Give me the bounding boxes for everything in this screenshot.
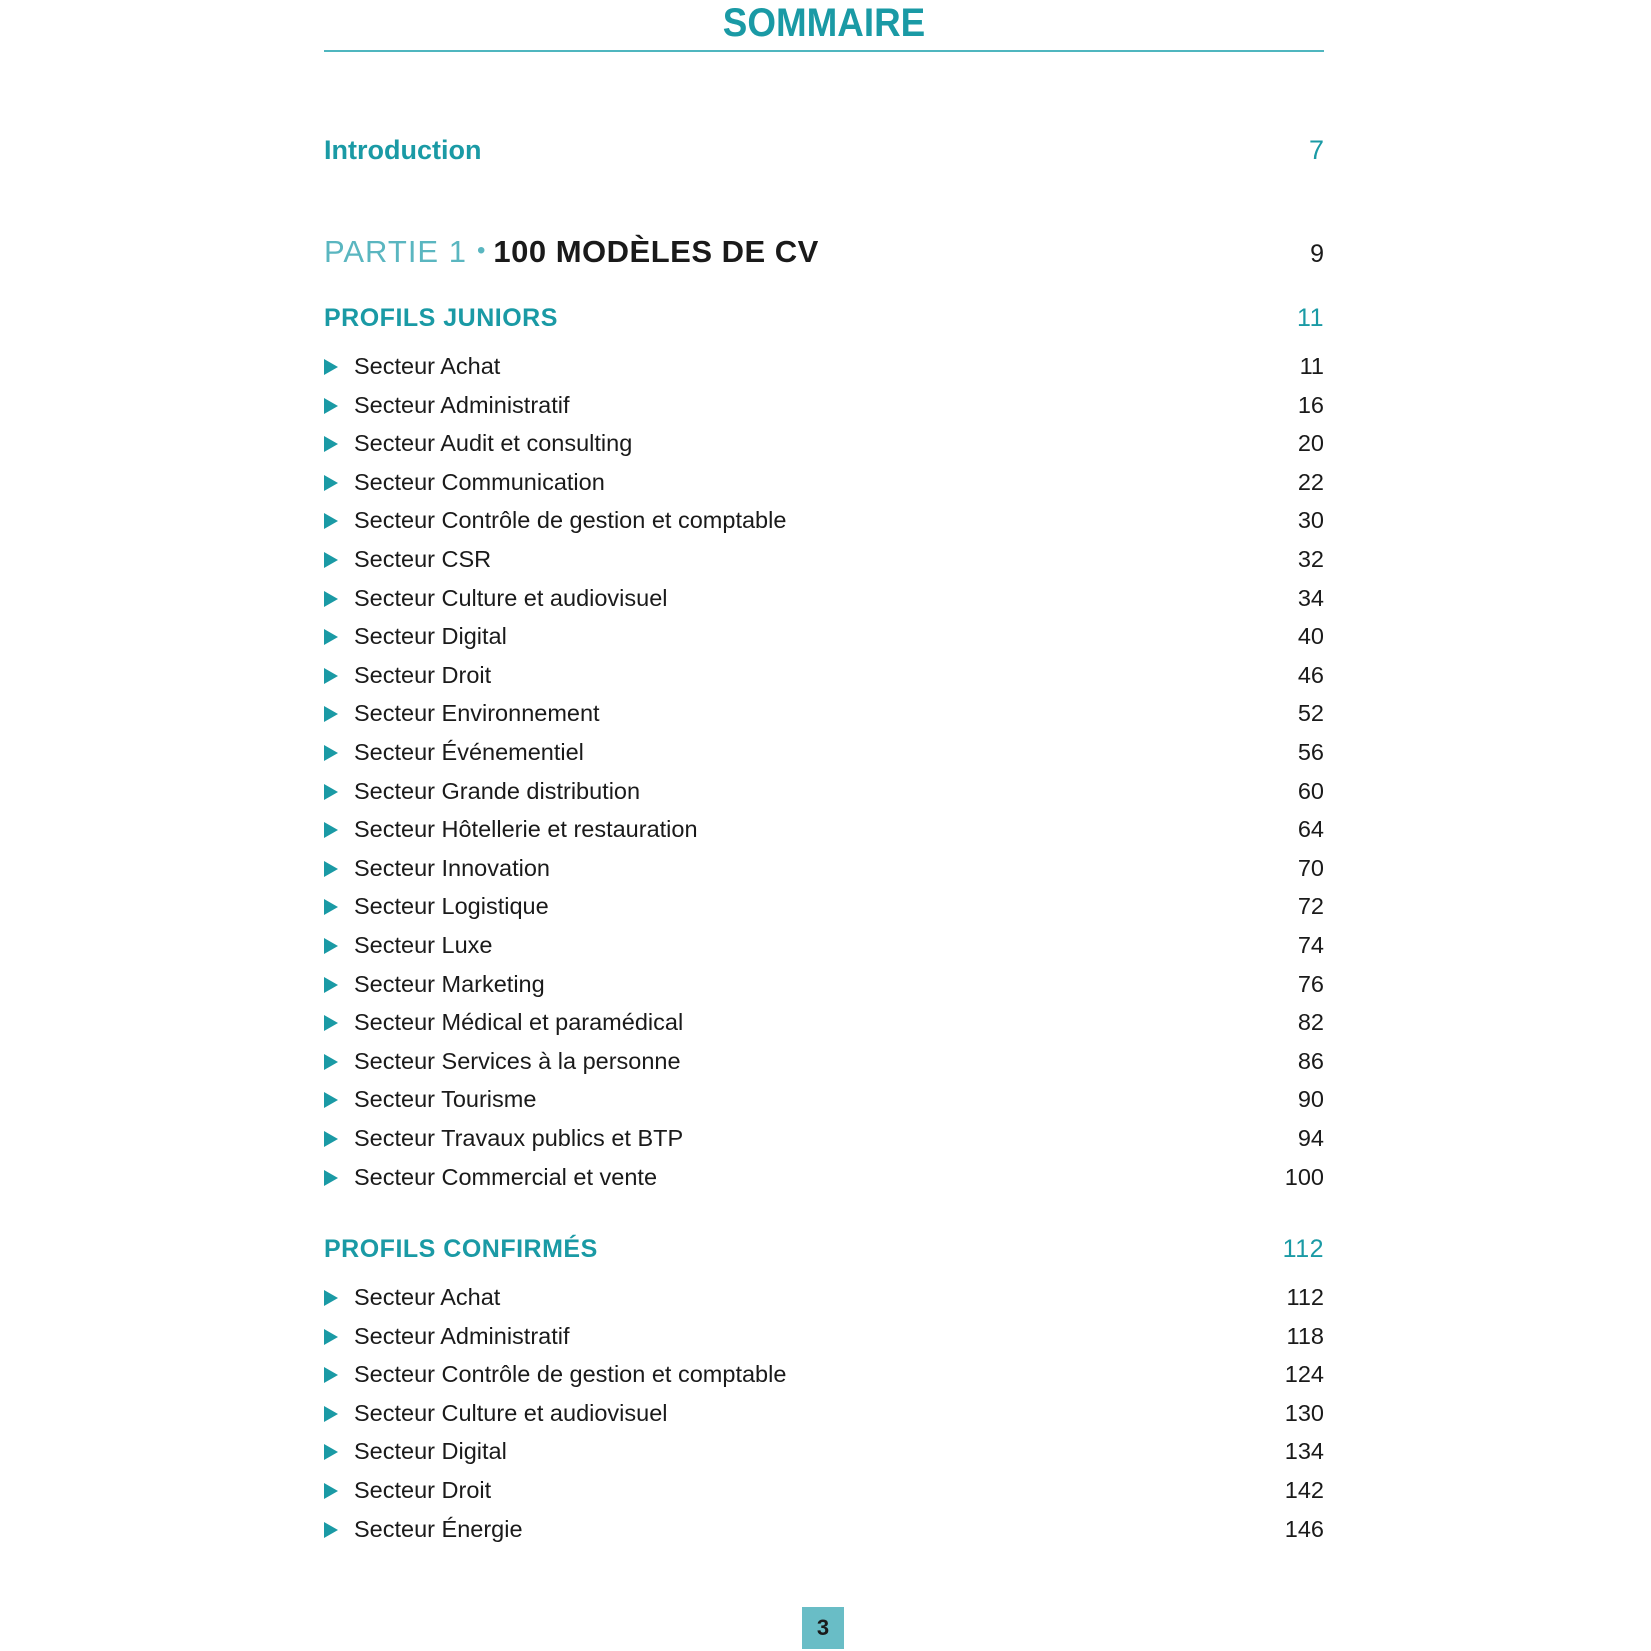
section-heading[interactable] <box>324 304 1324 333</box>
toc-entry[interactable] <box>324 585 1324 612</box>
triangle-bullet-icon <box>324 1444 338 1460</box>
toc-entry-title <box>324 392 570 419</box>
toc-entry-label: Secteur Culture et audiovisuel <box>354 1399 668 1426</box>
toc-entry-label: Secteur Culture et audiovisuel <box>354 584 668 611</box>
toc-entry-title <box>324 353 500 380</box>
toc-entry[interactable] <box>324 855 1324 882</box>
triangle-bullet-icon <box>324 1131 338 1147</box>
toc-entry-title <box>324 816 698 843</box>
toc-entry-page: 74 <box>1297 932 1324 958</box>
toc-entry-page: 34 <box>1297 584 1324 611</box>
toc-entry-label: Secteur Digital <box>354 1438 507 1465</box>
toc-entry-page: 56 <box>1297 739 1324 765</box>
toc-entry[interactable] <box>324 1048 1324 1075</box>
toc-entry-title <box>324 1164 657 1191</box>
toc-entry-label: Secteur Droit <box>354 661 492 688</box>
toc-entry-page: 100 <box>1284 1163 1324 1190</box>
toc-entry-title <box>324 585 668 612</box>
toc-entry-label: Secteur Innovation <box>354 854 550 881</box>
toc-entry-title <box>324 1125 683 1152</box>
toc-entry-page: 22 <box>1297 468 1324 495</box>
toc-entry-label: Secteur Logistique <box>354 893 549 920</box>
triangle-bullet-icon <box>324 1015 338 1031</box>
toc-entry-page: 52 <box>1297 700 1324 727</box>
toc-entry[interactable] <box>324 816 1324 843</box>
toc-entry[interactable] <box>324 507 1324 534</box>
toc-entry-title <box>324 430 632 457</box>
toc-entry-page: 82 <box>1297 1009 1324 1036</box>
toc-entry-title <box>324 1284 500 1311</box>
triangle-bullet-icon <box>324 822 338 838</box>
triangle-bullet-icon <box>324 1092 338 1108</box>
toc-entry[interactable] <box>324 662 1324 689</box>
toc-entry[interactable] <box>324 778 1324 805</box>
triangle-bullet-icon <box>324 706 338 722</box>
toc-entry-label: Secteur Luxe <box>354 932 493 958</box>
toc-entry-label: Secteur Achat <box>354 1284 501 1310</box>
toc-entry-label: Secteur Digital <box>354 623 507 650</box>
toc-entry-title <box>324 1323 570 1350</box>
toc-part-heading[interactable] <box>324 234 1324 270</box>
triangle-bullet-icon <box>324 899 338 915</box>
toc-entry-title <box>324 1048 681 1075</box>
toc-entry-label: Secteur Marketing <box>354 970 545 997</box>
toc-entry-page: 32 <box>1297 546 1324 572</box>
part-label: PARTIE 1 <box>324 234 467 269</box>
introduction-page: 7 <box>1308 135 1324 165</box>
toc-entry-page: 86 <box>1297 1047 1324 1074</box>
toc-entry-label: Secteur Énergie <box>354 1515 523 1542</box>
toc-entry-title <box>324 1438 507 1465</box>
triangle-bullet-icon <box>324 591 338 607</box>
toc-entry-label: Secteur Grande distribution <box>354 777 641 804</box>
triangle-bullet-icon <box>324 359 338 375</box>
section-heading-label: PROFILS JUNIORS <box>324 304 558 332</box>
toc-entry-title <box>324 971 545 998</box>
page-number-badge: 3 <box>802 1607 844 1649</box>
toc-entry-page: 16 <box>1297 391 1324 418</box>
toc-entry-page: 142 <box>1284 1477 1324 1503</box>
toc-entry[interactable] <box>324 1438 1324 1465</box>
toc-entry[interactable] <box>324 469 1324 496</box>
triangle-bullet-icon <box>324 475 338 491</box>
toc-entry-label: Secteur Événementiel <box>354 739 584 765</box>
toc-entry[interactable] <box>324 1125 1324 1152</box>
triangle-bullet-icon <box>324 1054 338 1070</box>
toc-entry[interactable] <box>324 700 1324 727</box>
toc-entry-label: Secteur Achat <box>354 353 501 379</box>
toc-entry-page: 134 <box>1284 1438 1324 1465</box>
triangle-bullet-icon <box>324 1367 338 1383</box>
toc-entry-label: Secteur Médical et paramédical <box>354 1009 684 1036</box>
toc-entry-title <box>324 932 492 959</box>
toc-entry-label: Secteur Tourisme <box>354 1086 537 1113</box>
toc-entry-page: 94 <box>1297 1125 1324 1151</box>
toc-entry[interactable] <box>324 739 1324 766</box>
toc-entry-page: 60 <box>1297 777 1324 804</box>
toc-entry-page: 90 <box>1297 1086 1324 1113</box>
toc-entry-label: Secteur Communication <box>354 468 605 495</box>
part-page: 9 <box>1310 240 1324 268</box>
toc-entry[interactable] <box>324 546 1324 573</box>
part-title <box>324 234 819 270</box>
toc-entry-label: Secteur CSR <box>354 546 492 572</box>
toc-entry[interactable] <box>324 1516 1324 1543</box>
toc-entry[interactable] <box>324 971 1324 998</box>
toc-entry[interactable] <box>324 392 1324 419</box>
section-heading-page: 112 <box>1282 1235 1324 1263</box>
toc-entry-title <box>324 893 549 920</box>
toc-entry-title <box>324 1516 523 1543</box>
toc-entry-page: 112 <box>1286 1284 1324 1310</box>
toc-entry-page: 20 <box>1297 430 1324 457</box>
section-heading[interactable] <box>324 1235 1324 1264</box>
toc-entry[interactable] <box>324 1323 1324 1350</box>
toc-entry-page: 130 <box>1284 1399 1324 1426</box>
triangle-bullet-icon <box>324 668 338 684</box>
toc-entry-title <box>324 778 640 805</box>
toc-entry-title <box>324 1086 536 1113</box>
toc-entry-page: 118 <box>1286 1322 1324 1349</box>
toc-entry-page: 76 <box>1297 970 1324 997</box>
toc-entry-title <box>324 739 584 766</box>
triangle-bullet-icon <box>324 436 338 452</box>
toc-entry-page: 40 <box>1297 623 1324 650</box>
toc-entry-page: 30 <box>1297 507 1324 534</box>
triangle-bullet-icon <box>324 629 338 645</box>
toc-entry-title <box>324 855 550 882</box>
toc-entry[interactable] <box>324 353 1324 380</box>
part-bullet: • <box>476 237 486 264</box>
toc-entry-title <box>324 546 491 573</box>
toc-entry[interactable] <box>324 893 1324 920</box>
toc-entry-page: 124 <box>1284 1361 1324 1388</box>
toc-entry-title <box>324 1009 683 1036</box>
toc-entry-title <box>324 507 786 534</box>
toc-entry[interactable] <box>324 1400 1324 1427</box>
toc-entry-label: Secteur Hôtellerie et restauration <box>354 816 698 843</box>
toc-entry-label: Secteur Administratif <box>354 391 570 418</box>
toc-entry-title <box>324 623 507 650</box>
introduction-label: Introduction <box>324 135 482 165</box>
toc-entry[interactable] <box>324 1009 1324 1036</box>
toc-entry-title <box>324 1477 491 1504</box>
toc-entry-label: Secteur Travaux publics et BTP <box>354 1125 684 1151</box>
toc-entry-page: 46 <box>1297 661 1324 688</box>
toc-entry-title <box>324 1361 786 1388</box>
toc-entry[interactable] <box>324 932 1324 959</box>
toc-entry-title <box>324 662 491 689</box>
triangle-bullet-icon <box>324 398 338 414</box>
toc-entry[interactable] <box>324 1361 1324 1388</box>
triangle-bullet-icon <box>324 938 338 954</box>
triangle-bullet-icon <box>324 1406 338 1422</box>
triangle-bullet-icon <box>324 977 338 993</box>
toc-entry-label: Secteur Commercial et vente <box>354 1163 658 1190</box>
toc-entry-title <box>324 700 600 727</box>
toc-entry-page: 72 <box>1297 893 1324 920</box>
triangle-bullet-icon <box>324 861 338 877</box>
toc-entry[interactable] <box>324 1284 1324 1311</box>
toc-entry-title <box>324 1400 668 1427</box>
triangle-bullet-icon <box>324 1170 338 1186</box>
page-title: SOMMAIRE <box>722 1 926 45</box>
toc-entry-label: Secteur Audit et consulting <box>354 430 633 457</box>
triangle-bullet-icon <box>324 513 338 529</box>
toc-entry[interactable] <box>324 430 1324 457</box>
toc-entry-label: Secteur Contrôle de gestion et comptable <box>354 507 787 534</box>
triangle-bullet-icon <box>324 1522 338 1538</box>
title-divider <box>324 50 1324 52</box>
toc-entry-label: Secteur Contrôle de gestion et comptable <box>354 1361 787 1388</box>
toc-entry-introduction[interactable] <box>324 135 1324 166</box>
toc-entry[interactable] <box>324 1164 1324 1191</box>
toc-entry-label: Secteur Environnement <box>354 700 600 727</box>
part-name: 100 MODÈLES DE CV <box>493 234 819 269</box>
triangle-bullet-icon <box>324 1483 338 1499</box>
toc-entry-page: 64 <box>1297 816 1324 843</box>
triangle-bullet-icon <box>324 552 338 568</box>
toc-entry-page: 146 <box>1284 1515 1324 1542</box>
toc-entry-page: 70 <box>1297 854 1324 881</box>
triangle-bullet-icon <box>324 1290 338 1306</box>
triangle-bullet-icon <box>324 1329 338 1345</box>
toc-entry-title <box>324 469 605 496</box>
toc-entry[interactable] <box>324 1086 1324 1113</box>
toc-entry-page: 11 <box>1299 353 1324 379</box>
section-heading-page: 11 <box>1297 304 1324 332</box>
toc-entry-label: Secteur Services à la personne <box>354 1047 681 1074</box>
toc-entry-label: Secteur Administratif <box>354 1322 570 1349</box>
toc-entry[interactable] <box>324 1477 1324 1504</box>
toc-entry-label: Secteur Droit <box>354 1477 492 1503</box>
section-heading-label: PROFILS CONFIRMÉS <box>324 1235 598 1263</box>
triangle-bullet-icon <box>324 745 338 761</box>
toc-entry[interactable] <box>324 623 1324 650</box>
triangle-bullet-icon <box>324 784 338 800</box>
